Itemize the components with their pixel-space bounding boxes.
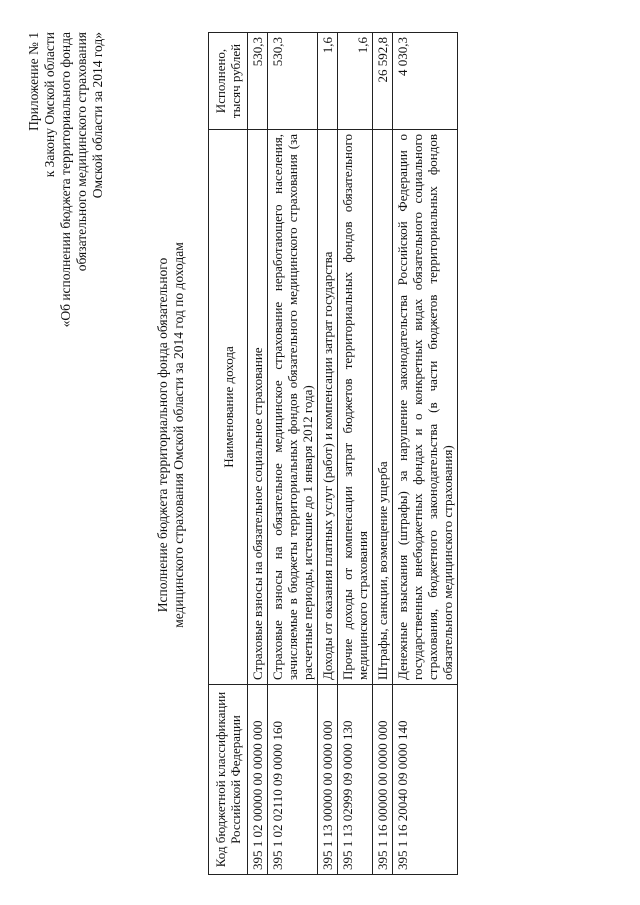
amount-cell: 1,6 [338,33,373,130]
table-header-row [209,33,248,875]
revenue-name-cell: Страховые взносы на обязательное медицинское страхование неработающего населения, зачисляемые в бюджеты территориальных фондов обязательного медицинского страхования (за расчетные периоды, истекшие до 1 января 2012 года) [268,130,318,685]
table-row [248,33,268,875]
table-row [373,33,393,875]
amount-cell: 26 592,8 [373,33,393,130]
header-code: Код бюджетной классификации Российской Федерации [209,685,248,875]
appendix-line: к Закону Омской области [42,32,57,178]
budget-code-cell: 395 1 02 00000 00 0000 000 [248,685,268,875]
revenue-name-cell: Доходы от оказания платных услуг (работ) и компенсации затрат государства [318,130,338,685]
revenue-name-cell: Страховые взносы на обязательное социальное страхование [248,130,268,685]
header-amount: Исполнено, тысяч рублей [209,33,248,130]
budget-code-cell: 395 1 13 02999 09 0000 130 [338,685,373,875]
revenue-name-cell: Прочие доходы от компенсации затрат бюджетов территориальных фондов обязательного медицинского страхования [338,130,373,685]
appendix-line: «Об исполнении бюджета территориального фонда [58,32,73,328]
budget-code-cell: 395 1 02 02110 09 0000 160 [268,685,318,875]
revenue-name-cell: Денежные взыскания (штрафы) за нарушение законодательства Российской Федерации о государственных внебюджетных фондах и о конкретных видах обязательного социального страхования, бюджетного законодательства (в части бюджетов территориальных фондов обязательного медицинского страхования) [393,130,458,685]
appendix-line: обязательного медицинского страхования [74,32,89,272]
title-line: медицинского страхования Омской области за 2014 год по доходам [171,242,186,628]
appendix-line: Омской области за 2014 год» [90,32,105,199]
table-row [393,33,458,875]
amount-cell: 530,3 [268,33,318,130]
appendix-header [26,32,106,372]
budget-code-cell: 395 1 16 00000 00 0000 000 [373,685,393,875]
document-title [155,175,187,695]
header-name: Наименование дохода [209,130,248,685]
table-row [268,33,318,875]
budget-code-cell: 395 1 13 00000 00 0000 000 [318,685,338,875]
revenue-table [208,32,458,875]
amount-cell: 1,6 [318,33,338,130]
budget-code-cell: 395 1 16 20040 09 0000 140 [393,685,458,875]
amount-cell: 4 030,3 [393,33,458,130]
table-row [318,33,338,875]
appendix-line: Приложение № 1 [26,32,41,131]
amount-cell: 530,3 [248,33,268,130]
revenue-name-cell: Штрафы, санкции, возмещение ущерба [373,130,393,685]
title-line: Исполнение бюджета территориального фонда обязательного [155,257,170,613]
table-row [338,33,373,875]
